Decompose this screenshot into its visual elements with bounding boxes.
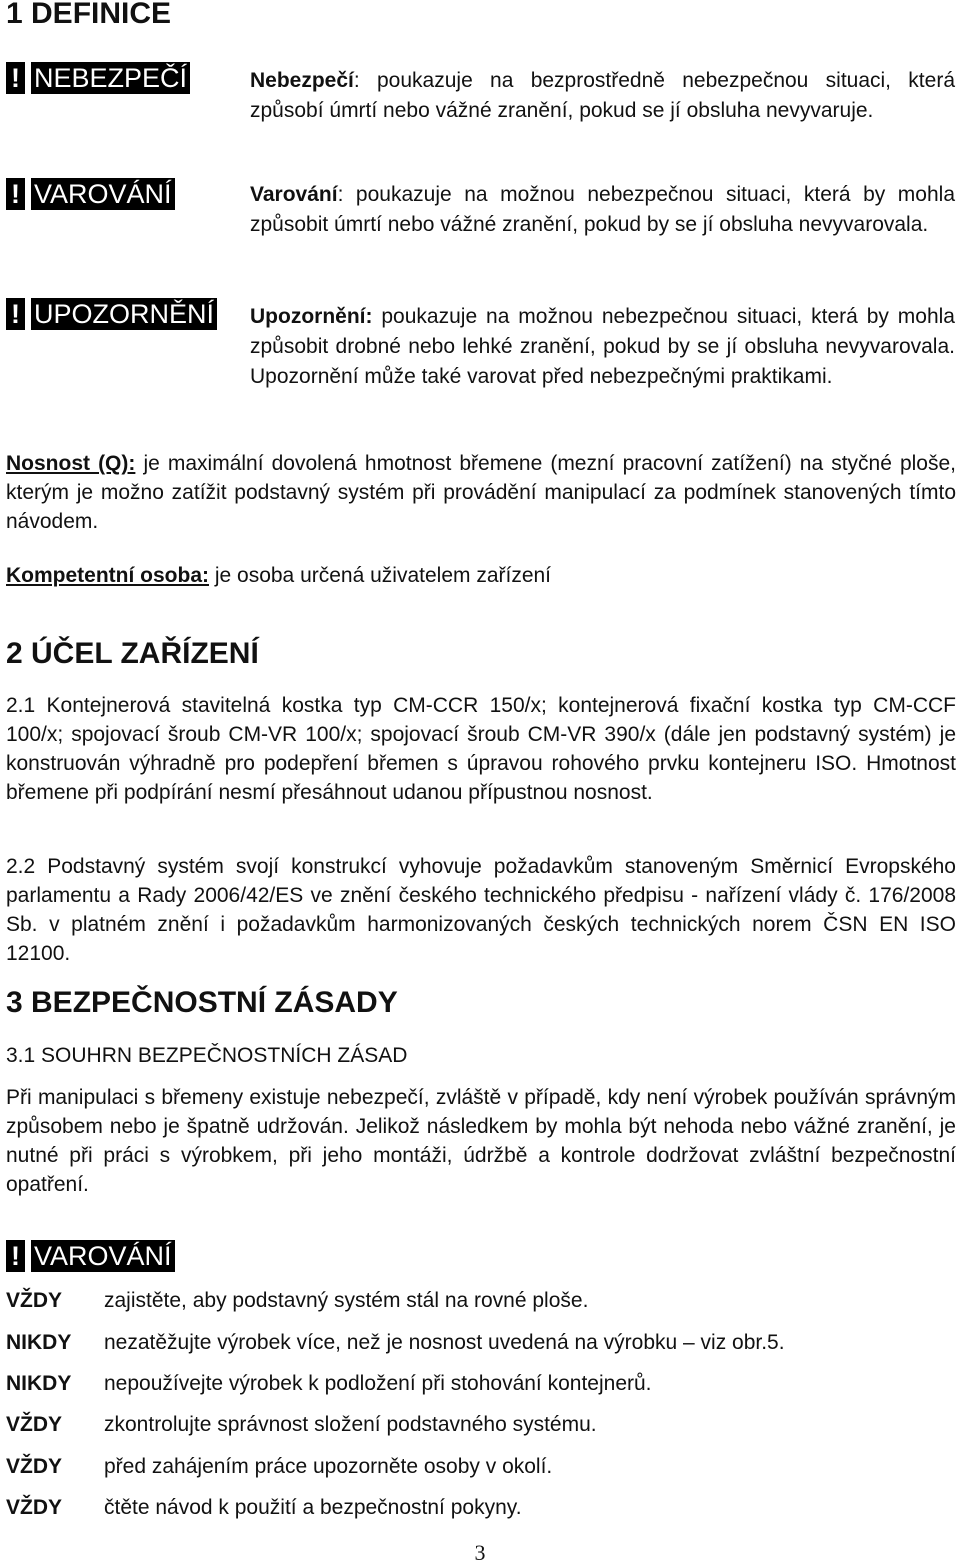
rule-text: čtěte návod k použití a bezpečnostní pokyny. [104, 1496, 522, 1519]
rule-row [6, 1369, 956, 1399]
exclamation-icon: ! [6, 62, 25, 94]
exclamation-icon: ! [6, 298, 25, 330]
badge-varovani-section3 [6, 1240, 175, 1272]
rule-row [6, 1452, 956, 1482]
definition-term: Varování [250, 183, 338, 206]
rule-text: nezatěžujte výrobek více, než je nosnost uvedená na výrobku – viz obr.5. [104, 1331, 785, 1354]
rule-text: zajistěte, aby podstavný systém stál na rovné ploše. [104, 1289, 589, 1312]
rule-keyword: NIKDY [6, 1331, 72, 1354]
rule-row [6, 1286, 956, 1316]
badge-label: UPOZORNĚNÍ [31, 298, 217, 330]
rule-text: před zahájením práce upozorněte osoby v okolí. [104, 1455, 553, 1478]
rule-keyword: VŽDY [6, 1455, 63, 1478]
paragraph-3-1-intro: Při manipulaci s břemeny existuje nebezpečí, zvláště v případě, kdy není výrobek používán správným způsobem nebo je špatně udržován. Jelikož následkem by mohla být nehoda nebo vážné zranění, je nutné při práci s výrobkem, při jeho montáži, údržbě a kontrole dodržovat zvláštní bezpečnostní opatření. [6, 1086, 956, 1196]
definition-term: Nebezpečí [250, 69, 354, 92]
rule-keyword: VŽDY [6, 1496, 63, 1519]
rule-keyword: VŽDY [6, 1289, 63, 1312]
definition-nebezpeci [250, 66, 955, 126]
definition-upozorneni [250, 302, 955, 392]
section-2-title: 2 ÚČEL ZAŘÍZENÍ [6, 637, 259, 670]
nosnost-term: Nosnost (Q): [6, 452, 136, 475]
badge-nebezpeci [6, 62, 190, 94]
rule-row [6, 1328, 956, 1358]
rule-row [6, 1493, 956, 1523]
rule-text: zkontrolujte správnost složení podstavného systému. [104, 1413, 597, 1436]
badge-label: VAROVÁNÍ [31, 1240, 175, 1272]
rule-row [6, 1410, 956, 1440]
section-1-title: 1 DEFINICE [6, 0, 172, 30]
exclamation-icon: ! [6, 1240, 25, 1272]
definition-term: Upozornění: [250, 305, 373, 328]
exclamation-icon: ! [6, 178, 25, 210]
section-3-title: 3 BEZPEČNOSTNÍ ZÁSADY [6, 986, 398, 1019]
paragraph-2-1: 2.1 Kontejnerová stavitelná kostka typ CM-CCR 150/x; kontejnerová fixační kostka typ CM-CCF 100/x; spojovací šroub CM-VR 100/x; spojovací šroub CM-VR 390/x (dále jen podstavný systém) je konstruován výhradně pro podepření břemen s úpravou rohového prvku kontejneru ISO. Hmotnost břemene při podpírání nesmí přesáhnout udanou přípustnou nosnost. [6, 694, 956, 804]
badge-label: VAROVÁNÍ [31, 178, 175, 210]
kompetentni-text: je osoba určená uživatelem zařízení [209, 564, 552, 587]
page-number: 3 [474, 1540, 486, 1565]
definition-text: : poukazuje na bezprostředně nebezpečnou situaci, která způsobí úmrtí nebo vážné zranění, pokud se jí obsluha nevyvaruje. [250, 69, 955, 122]
definition-text: : poukazuje na možnou nebezpečnou situaci, která by mohla způsobit úmrtí nebo vážné zranění, pokud by se jí obsluha nevyvarovala. [250, 183, 955, 236]
badge-label: NEBEZPEČÍ [31, 62, 190, 94]
badge-varovani [6, 178, 175, 210]
rule-keyword: VŽDY [6, 1413, 63, 1436]
rule-keyword: NIKDY [6, 1372, 72, 1395]
section-3-1-subtitle: 3.1 SOUHRN BEZPEČNOSTNÍCH ZÁSAD [6, 1044, 408, 1067]
kompetentni-term: Kompetentní osoba: [6, 564, 209, 587]
definition-varovani [250, 180, 955, 240]
definition-text: poukazuje na možnou nebezpečnou situaci, která by mohla způsobit drobné nebo lehké zranění, pokud by se jí obsluha nevyvarovala. Upozornění může také varovat před nebezpečnými praktikami. [250, 305, 955, 388]
nosnost-text: je maximální dovolená hmotnost břemene (mezní pracovní zatížení) na styčné ploše, kterým je možno zatížit podstavný systém při provádění manipulací za podmínek stanovených tímto návodem. [6, 452, 957, 533]
definition-kompetentni-osoba [6, 561, 956, 590]
rule-text: nepoužívejte výrobek k podložení při stohování kontejnerů. [104, 1372, 652, 1395]
definition-nosnost [6, 449, 956, 536]
paragraph-2-2: 2.2 Podstavný systém svojí konstrukcí vyhovuje požadavkům stanoveným Směrnicí Evropského parlamentu a Rady 2006/42/ES ve znění českého technického předpisu - nařízení vlády č. 176/2008 Sb. v platném znění i požadavkům harmonizovaných českých technických norem ČSN EN ISO 12100. [6, 855, 956, 965]
badge-upozorneni [6, 298, 217, 330]
